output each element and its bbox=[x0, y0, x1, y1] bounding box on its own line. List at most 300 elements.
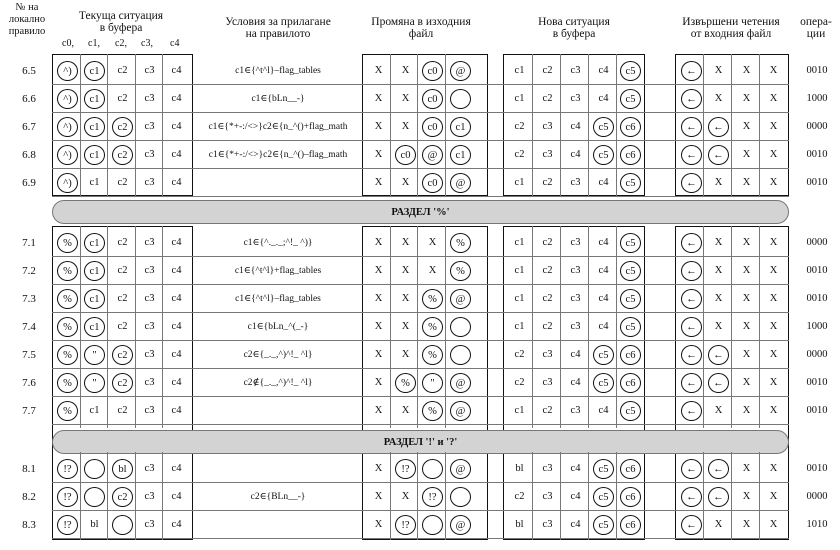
column-divider bbox=[80, 54, 81, 196]
new-cell: c6 bbox=[620, 345, 641, 365]
column-divider bbox=[80, 226, 81, 428]
column-divider bbox=[107, 54, 108, 196]
new-cell: c6 bbox=[620, 487, 641, 507]
read-cell: X bbox=[769, 65, 778, 76]
change-cell: X bbox=[401, 121, 410, 132]
current-cell: c3 bbox=[144, 491, 155, 502]
new-cell: c6 bbox=[620, 459, 641, 479]
new-cell: c2 bbox=[514, 491, 525, 502]
new-cell: c5 bbox=[593, 145, 614, 165]
column-divider bbox=[80, 452, 81, 540]
current-cell: ^) bbox=[57, 117, 78, 137]
current-cell bbox=[112, 515, 133, 535]
current-cell: !? bbox=[57, 515, 78, 535]
read-cell: X bbox=[769, 265, 778, 276]
rule-number: 6.9 bbox=[22, 177, 36, 189]
rule-number: 8.3 bbox=[22, 519, 36, 531]
change-cell bbox=[422, 515, 443, 535]
column-divider bbox=[390, 54, 391, 196]
current-cell: c3 bbox=[144, 93, 155, 104]
read-arrow-icon: ← bbox=[708, 117, 729, 137]
current-cell: ^) bbox=[57, 61, 78, 81]
current-cell: ^) bbox=[57, 89, 78, 109]
current-cell: c3 bbox=[144, 463, 155, 474]
change-cell: @ bbox=[450, 61, 471, 81]
section-excl-question: РАЗДЕЛ '!' и '?' bbox=[52, 430, 789, 454]
change-cell: c0 bbox=[422, 173, 443, 193]
change-cell: @ bbox=[450, 459, 471, 479]
read-arrow-icon: ← bbox=[708, 345, 729, 365]
read-cell: X bbox=[742, 491, 751, 502]
table-row bbox=[0, 511, 840, 539]
current-cell: c4 bbox=[171, 519, 182, 530]
new-cell: c4 bbox=[570, 519, 581, 530]
current-cell: c2 bbox=[112, 373, 133, 393]
read-cell: X bbox=[714, 321, 723, 332]
column-divider bbox=[135, 226, 136, 428]
change-cell: @ bbox=[450, 373, 471, 393]
rule-number: 6.7 bbox=[22, 121, 36, 133]
read-cell: X bbox=[769, 177, 778, 188]
header-input-reads bbox=[666, 16, 796, 40]
change-cell: % bbox=[422, 345, 443, 365]
current-cell: !? bbox=[57, 487, 78, 507]
current-cell: c2 bbox=[112, 345, 133, 365]
column-divider bbox=[560, 226, 561, 428]
new-cell: c2 bbox=[514, 349, 525, 360]
new-cell: c3 bbox=[542, 349, 553, 360]
current-cell: c2 bbox=[112, 487, 133, 507]
change-cell bbox=[450, 317, 471, 337]
header-reads-line1: Извършени четения bbox=[682, 16, 780, 28]
new-cell: c5 bbox=[620, 401, 641, 421]
header-ops-line2: ции bbox=[806, 28, 826, 40]
read-arrow-icon: ← bbox=[681, 89, 702, 109]
current-cell: c4 bbox=[171, 321, 182, 332]
change-cell: X bbox=[401, 65, 410, 76]
read-arrow-icon: ← bbox=[708, 459, 729, 479]
column-divider bbox=[417, 54, 418, 196]
read-cell: X bbox=[742, 293, 751, 304]
change-cell: % bbox=[450, 261, 471, 281]
change-cell: % bbox=[422, 401, 443, 421]
current-cell: c3 bbox=[144, 349, 155, 360]
read-cell: X bbox=[769, 321, 778, 332]
change-cell: X bbox=[374, 293, 383, 304]
current-cell: c3 bbox=[144, 121, 155, 132]
column-divider bbox=[616, 54, 617, 196]
new-cell: c2 bbox=[514, 149, 525, 160]
current-cell: ^) bbox=[57, 173, 78, 193]
rule-number: 7.7 bbox=[22, 405, 36, 417]
read-cell: X bbox=[714, 405, 723, 416]
read-cell: X bbox=[714, 265, 723, 276]
read-cell: X bbox=[714, 237, 723, 248]
new-cell: c3 bbox=[542, 491, 553, 502]
condition: c2∉{_._,^)^!_ ^l} bbox=[243, 378, 313, 388]
new-cell: c1 bbox=[514, 321, 525, 332]
rule-number: 6.5 bbox=[22, 65, 36, 77]
read-cell: X bbox=[769, 491, 778, 502]
current-cell: bl bbox=[90, 519, 99, 530]
read-cell: X bbox=[742, 121, 751, 132]
header-conditions-line2: на правилото bbox=[245, 28, 311, 40]
header-rule-number-line2: локално bbox=[8, 14, 46, 25]
header-output-change bbox=[358, 16, 484, 40]
column-divider bbox=[588, 54, 589, 196]
current-cell: c4 bbox=[171, 65, 182, 76]
change-cell: X bbox=[401, 265, 410, 276]
condition: c1∈{^._._;^!_ ^)} bbox=[243, 238, 313, 248]
new-cell: c3 bbox=[542, 377, 553, 388]
change-cell: X bbox=[401, 321, 410, 332]
condition: c1∈{^t^l}–flag_tables bbox=[235, 294, 321, 304]
new-cell: c2 bbox=[542, 177, 553, 188]
header-current-line1: Текуща ситуация bbox=[78, 10, 164, 22]
read-arrow-icon: ← bbox=[681, 487, 702, 507]
current-cell: c1 bbox=[84, 233, 105, 253]
column-divider bbox=[532, 226, 533, 428]
read-cell: X bbox=[742, 65, 751, 76]
change-cell: % bbox=[422, 317, 443, 337]
read-cell: X bbox=[714, 293, 723, 304]
current-cell: c1 bbox=[84, 117, 105, 137]
new-cell: c1 bbox=[514, 265, 525, 276]
new-cell: c1 bbox=[514, 405, 525, 416]
change-cell: X bbox=[374, 121, 383, 132]
current-cell: !? bbox=[57, 459, 78, 479]
new-cell: c5 bbox=[593, 459, 614, 479]
header-change-line1: Промяна в изходния bbox=[371, 16, 471, 28]
new-cell: c4 bbox=[598, 321, 609, 332]
current-cell: c3 bbox=[144, 65, 155, 76]
rule-number: 7.5 bbox=[22, 349, 36, 361]
current-cell: % bbox=[57, 345, 78, 365]
change-cell: !? bbox=[395, 459, 416, 479]
operation-code: 0010 bbox=[806, 293, 828, 304]
read-cell: X bbox=[742, 321, 751, 332]
read-cell: X bbox=[742, 265, 751, 276]
column-divider bbox=[417, 452, 418, 540]
read-arrow-icon: ← bbox=[681, 373, 702, 393]
column-divider bbox=[445, 54, 446, 196]
read-cell: X bbox=[769, 463, 778, 474]
current-cell: c1 bbox=[84, 261, 105, 281]
read-cell: X bbox=[742, 463, 751, 474]
change-cell: @ bbox=[450, 289, 471, 309]
column-divider bbox=[560, 452, 561, 540]
read-arrow-icon: ← bbox=[681, 233, 702, 253]
rule-number: 7.1 bbox=[22, 237, 36, 249]
new-cell: c5 bbox=[620, 89, 641, 109]
table-row bbox=[0, 257, 840, 285]
change-cell: X bbox=[374, 65, 383, 76]
header-c2: c2, bbox=[115, 38, 127, 49]
table-row bbox=[0, 455, 840, 483]
new-cell: bl bbox=[515, 463, 524, 474]
new-cell: c5 bbox=[620, 261, 641, 281]
column-divider bbox=[731, 226, 732, 428]
new-cell: c5 bbox=[593, 487, 614, 507]
current-cell: c2 bbox=[117, 237, 128, 248]
read-cell: X bbox=[769, 237, 778, 248]
read-arrow-icon: ← bbox=[681, 261, 702, 281]
new-cell: c5 bbox=[620, 317, 641, 337]
header-rule-number-line3: правило bbox=[8, 26, 46, 37]
column-divider bbox=[616, 452, 617, 540]
current-cell: " bbox=[84, 345, 105, 365]
header-reads-line2: от входния файл bbox=[690, 28, 772, 40]
operation-code: 0010 bbox=[806, 463, 828, 474]
new-cell: c1 bbox=[514, 65, 525, 76]
table-row bbox=[0, 85, 840, 113]
read-cell: X bbox=[742, 93, 751, 104]
read-arrow-icon: ← bbox=[681, 117, 702, 137]
column-divider bbox=[703, 226, 704, 428]
read-cell: X bbox=[769, 293, 778, 304]
read-cell: X bbox=[742, 519, 751, 530]
column-divider bbox=[135, 452, 136, 540]
column-divider bbox=[759, 226, 760, 428]
change-cell bbox=[450, 487, 471, 507]
read-cell: X bbox=[742, 377, 751, 388]
column-divider bbox=[759, 452, 760, 540]
change-cell: X bbox=[374, 177, 383, 188]
new-cell: c4 bbox=[570, 463, 581, 474]
read-cell: X bbox=[742, 349, 751, 360]
new-cell: c3 bbox=[542, 519, 553, 530]
read-cell: X bbox=[769, 519, 778, 530]
column-divider bbox=[417, 226, 418, 428]
new-cell: c3 bbox=[570, 293, 581, 304]
current-cell: c4 bbox=[171, 463, 182, 474]
column-divider bbox=[445, 452, 446, 540]
read-cell: X bbox=[769, 149, 778, 160]
read-arrow-icon: ← bbox=[681, 515, 702, 535]
current-cell: " bbox=[84, 373, 105, 393]
column-divider bbox=[703, 452, 704, 540]
current-cell: c1 bbox=[84, 317, 105, 337]
rule-number: 7.3 bbox=[22, 293, 36, 305]
new-cell: c3 bbox=[570, 265, 581, 276]
new-cell: c3 bbox=[570, 93, 581, 104]
change-cell: X bbox=[401, 405, 410, 416]
read-arrow-icon: ← bbox=[681, 61, 702, 81]
current-cell: % bbox=[57, 233, 78, 253]
current-cell: % bbox=[57, 373, 78, 393]
new-cell: c2 bbox=[542, 65, 553, 76]
current-cell: c3 bbox=[144, 177, 155, 188]
read-arrow-icon: ← bbox=[681, 317, 702, 337]
read-arrow-icon: ← bbox=[681, 289, 702, 309]
new-cell: c6 bbox=[620, 117, 641, 137]
new-cell: c4 bbox=[598, 293, 609, 304]
column-divider bbox=[616, 226, 617, 428]
operation-code: 0010 bbox=[806, 65, 828, 76]
column-divider bbox=[162, 54, 163, 196]
read-cell: X bbox=[714, 65, 723, 76]
header-c4: c4 bbox=[170, 38, 180, 49]
new-cell: c4 bbox=[598, 405, 609, 416]
change-cell bbox=[450, 89, 471, 109]
current-cell: c1 bbox=[84, 89, 105, 109]
new-cell: c3 bbox=[542, 121, 553, 132]
current-cell: % bbox=[57, 401, 78, 421]
read-cell: X bbox=[742, 405, 751, 416]
change-cell: c1 bbox=[450, 117, 471, 137]
current-cell bbox=[84, 487, 105, 507]
read-arrow-icon: ← bbox=[708, 373, 729, 393]
change-cell: X bbox=[428, 265, 437, 276]
new-cell: c4 bbox=[598, 265, 609, 276]
section-percent: РАЗДЕЛ '%' bbox=[52, 200, 789, 224]
header-change-line2: файл bbox=[408, 28, 434, 40]
change-cell: " bbox=[422, 373, 443, 393]
new-cell: c6 bbox=[620, 515, 641, 535]
new-cell: c6 bbox=[620, 145, 641, 165]
new-cell: c3 bbox=[570, 321, 581, 332]
change-cell: X bbox=[374, 265, 383, 276]
column-divider bbox=[445, 226, 446, 428]
read-cell: X bbox=[742, 177, 751, 188]
change-cell: X bbox=[374, 519, 383, 530]
current-cell: c1 bbox=[84, 145, 105, 165]
change-cell: c1 bbox=[450, 145, 471, 165]
new-cell: c1 bbox=[514, 293, 525, 304]
column-divider bbox=[162, 226, 163, 428]
current-cell: c3 bbox=[144, 237, 155, 248]
change-cell: !? bbox=[395, 515, 416, 535]
change-cell: X bbox=[374, 237, 383, 248]
condition: c1∈{*+-:/<>}c2∈{n_^()+flag_math bbox=[208, 122, 348, 132]
header-new-line1: Нова ситуация bbox=[538, 16, 610, 28]
new-cell: c4 bbox=[570, 491, 581, 502]
new-cell: c1 bbox=[514, 237, 525, 248]
condition: c1∈{bLn_^(_-} bbox=[247, 322, 309, 332]
table-row bbox=[0, 341, 840, 369]
condition: c2∈{BLn__-} bbox=[250, 492, 306, 502]
new-cell: c2 bbox=[542, 237, 553, 248]
header-c0: c0, bbox=[62, 38, 74, 49]
new-cell: c2 bbox=[514, 121, 525, 132]
column-divider bbox=[532, 452, 533, 540]
rule-number: 8.1 bbox=[22, 463, 36, 475]
column-divider bbox=[135, 54, 136, 196]
change-cell: X bbox=[401, 349, 410, 360]
change-cell: % bbox=[395, 373, 416, 393]
change-cell: X bbox=[428, 237, 437, 248]
table-row bbox=[0, 57, 840, 85]
table-row bbox=[0, 397, 840, 425]
current-cell: c4 bbox=[171, 93, 182, 104]
new-cell: c1 bbox=[514, 177, 525, 188]
current-cell: % bbox=[57, 261, 78, 281]
current-cell bbox=[84, 459, 105, 479]
current-cell: c4 bbox=[171, 293, 182, 304]
change-cell: X bbox=[401, 491, 410, 502]
table-row bbox=[0, 113, 840, 141]
new-cell: c6 bbox=[620, 373, 641, 393]
current-cell: c2 bbox=[112, 117, 133, 137]
header-current-situation bbox=[56, 10, 186, 34]
current-cell: c1 bbox=[84, 61, 105, 81]
read-cell: X bbox=[769, 121, 778, 132]
current-cell: c3 bbox=[144, 377, 155, 388]
read-cell: X bbox=[742, 237, 751, 248]
new-cell: c5 bbox=[620, 233, 641, 253]
new-cell: c4 bbox=[598, 93, 609, 104]
current-cell: c3 bbox=[144, 265, 155, 276]
new-cell: c4 bbox=[570, 377, 581, 388]
new-cell: c2 bbox=[542, 93, 553, 104]
rule-number: 8.2 bbox=[22, 491, 36, 503]
read-cell: X bbox=[714, 93, 723, 104]
new-cell: c5 bbox=[620, 173, 641, 193]
change-cell: X bbox=[401, 177, 410, 188]
current-cell: c3 bbox=[144, 405, 155, 416]
column-divider bbox=[390, 452, 391, 540]
new-cell: c2 bbox=[542, 293, 553, 304]
current-cell: % bbox=[57, 289, 78, 309]
new-cell: bl bbox=[515, 519, 524, 530]
change-cell: @ bbox=[450, 515, 471, 535]
read-cell: X bbox=[769, 349, 778, 360]
column-divider bbox=[588, 226, 589, 428]
read-arrow-icon: ← bbox=[681, 459, 702, 479]
change-cell: % bbox=[450, 233, 471, 253]
current-cell: c2 bbox=[117, 265, 128, 276]
new-cell: c3 bbox=[570, 237, 581, 248]
current-cell: ^) bbox=[57, 145, 78, 165]
current-cell: c2 bbox=[112, 145, 133, 165]
operation-code: 1010 bbox=[806, 519, 828, 530]
header-operations bbox=[792, 16, 840, 40]
new-cell: c2 bbox=[542, 321, 553, 332]
header-c1: c1, bbox=[88, 38, 100, 49]
current-cell: c4 bbox=[171, 491, 182, 502]
column-divider bbox=[107, 226, 108, 428]
row-divider bbox=[52, 196, 789, 197]
current-cell: c4 bbox=[171, 377, 182, 388]
new-cell: c4 bbox=[598, 237, 609, 248]
current-cell: c2 bbox=[117, 405, 128, 416]
read-arrow-icon: ← bbox=[681, 345, 702, 365]
change-cell: X bbox=[374, 377, 383, 388]
change-cell: @ bbox=[450, 401, 471, 421]
change-cell: % bbox=[422, 289, 443, 309]
column-divider bbox=[162, 452, 163, 540]
current-cell: c3 bbox=[144, 149, 155, 160]
current-cell: c2 bbox=[117, 177, 128, 188]
new-cell: c3 bbox=[542, 463, 553, 474]
current-cell: c4 bbox=[171, 265, 182, 276]
read-cell: X bbox=[742, 149, 751, 160]
change-cell: X bbox=[374, 491, 383, 502]
table-row bbox=[0, 229, 840, 257]
change-cell: X bbox=[374, 405, 383, 416]
change-cell: X bbox=[374, 349, 383, 360]
change-cell: X bbox=[401, 93, 410, 104]
current-cell: c4 bbox=[171, 349, 182, 360]
table-row bbox=[0, 169, 840, 197]
column-divider bbox=[532, 54, 533, 196]
header-rule-number bbox=[2, 2, 52, 38]
column-divider bbox=[703, 54, 704, 196]
header-new-line2: в буфера bbox=[552, 28, 596, 40]
change-cell: X bbox=[374, 93, 383, 104]
new-cell: c4 bbox=[570, 149, 581, 160]
current-cell: c4 bbox=[171, 405, 182, 416]
